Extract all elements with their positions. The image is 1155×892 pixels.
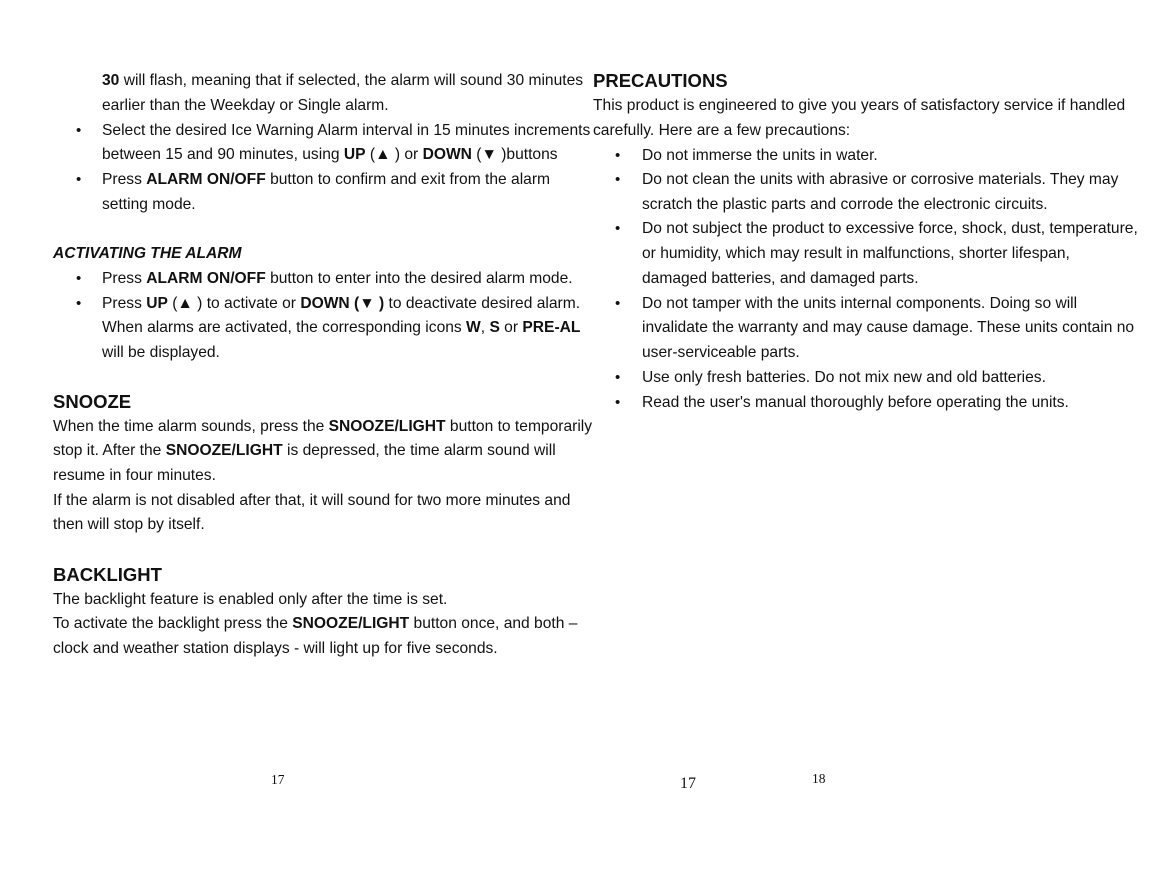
precaution-item-4-line-3: user-serviceable parts. [642, 344, 800, 361]
left-page-number: 17 [271, 772, 285, 787]
bullet-icon: • [615, 394, 621, 411]
backlight-line-3: clock and weather station displays - will light up for five seconds. [53, 640, 498, 657]
snooze-heading: SNOOZE [53, 391, 132, 412]
activating-bullet-1: Press ALARM ON/OFF button to enter into the desired alarm mode. [102, 270, 573, 287]
continued-paragraph-line-2: earlier than the Weekday or Single alarm. [102, 97, 389, 114]
precaution-item-3-line-1: Do not subject the product to excessive force, shock, dust, temperature, [642, 220, 1138, 237]
backlight-line-1: The backlight feature is enabled only after the time is set. [53, 591, 448, 608]
precaution-item-1: Do not immerse the units in water. [642, 147, 878, 164]
snooze-line-2: stop it. After the SNOOZE/LIGHT is depressed, the time alarm sound will [53, 442, 556, 459]
activating-bullet-2-line-2: When alarms are activated, the corresponding icons W, S or PRE-AL [102, 319, 581, 336]
precaution-item-2-line-1: Do not clean the units with abrasive or corrosive materials. They may [642, 171, 1119, 188]
precaution-item-6: Read the user's manual thoroughly before operating the units. [642, 394, 1069, 411]
precaution-item-4-line-2: invalidate the warranty and may cause damage. These units contain no [642, 319, 1135, 336]
bullet-icon: • [76, 270, 82, 287]
precaution-item-3-line-3: damaged batteries, and damaged parts. [642, 270, 919, 287]
activating-alarm-heading: ACTIVATING THE ALARM [53, 245, 242, 262]
confirm-bullet-line-2: setting mode. [102, 196, 196, 213]
confirm-bullet-line-1: Press ALARM ON/OFF button to confirm and exit from the alarm [102, 171, 551, 188]
ice-warning-bullet-line-2: between 15 and 90 minutes, using UP (▲ ) or DOWN (▼ )buttons [102, 146, 558, 163]
activating-bullet-2-line-1: Press UP (▲ ) to activate or DOWN (▼ ) to deactivate desired alarm. [102, 295, 581, 312]
bullet-icon: • [76, 122, 82, 139]
ice-warning-bullet-line-1: Select the desired Ice Warning Alarm interval in 15 minutes increments [102, 122, 591, 139]
snooze-line-1: When the time alarm sounds, press the SNOOZE/LIGHT button to temporarily [53, 418, 593, 435]
continued-paragraph-line-1: 30 will flash, meaning that if selected, the alarm will sound 30 minutes [102, 72, 584, 89]
bullet-icon: • [615, 295, 621, 312]
precaution-item-2-line-2: scratch the plastic parts and corrode the electronic circuits. [642, 196, 1048, 213]
bullet-icon: • [615, 171, 621, 188]
precaution-item-5: Use only fresh batteries. Do not mix new and old batteries. [642, 369, 1046, 386]
backlight-line-2: To activate the backlight press the SNOOZE/LIGHT button once, and both – [53, 615, 578, 632]
bullet-icon: • [76, 295, 82, 312]
bullet-icon: • [615, 220, 621, 237]
snooze-line-5: then will stop by itself. [53, 516, 205, 533]
backlight-heading: BACKLIGHT [53, 564, 162, 585]
right-page-number-b: 18 [812, 771, 826, 786]
bullet-icon: • [615, 147, 621, 164]
activating-bullet-2-line-3: will be displayed. [102, 344, 220, 361]
bullet-icon: • [615, 369, 621, 386]
snooze-line-4: If the alarm is not disabled after that, it will sound for two more minutes and [53, 492, 571, 509]
precautions-intro-line-1: This product is engineered to give you years of satisfactory service if handled [593, 97, 1126, 114]
precaution-item-4-line-1: Do not tamper with the units internal components. Doing so will [642, 295, 1078, 312]
bullet-icon: • [76, 171, 82, 188]
right-page-number-a: 17 [680, 775, 696, 792]
precautions-intro-line-2: carefully. Here are a few precautions: [593, 122, 851, 139]
precautions-heading: PRECAUTIONS [593, 70, 728, 91]
precaution-item-3-line-2: or humidity, which may result in malfunctions, shorter lifespan, [642, 245, 1070, 262]
snooze-line-3: resume in four minutes. [53, 467, 216, 484]
